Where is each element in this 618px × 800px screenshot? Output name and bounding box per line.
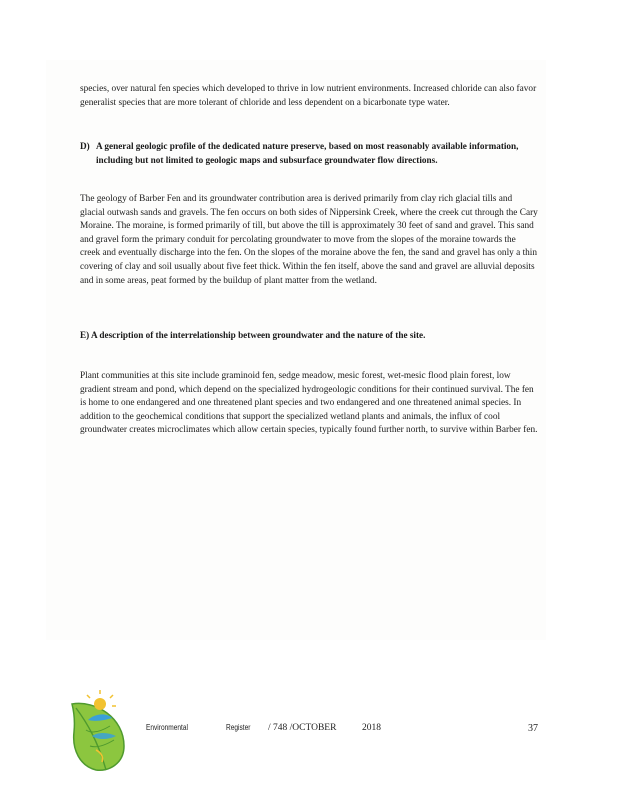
section-d-label: D) [80,141,90,151]
page-number: 37 [528,723,538,734]
section-d-heading [80,140,540,168]
paragraph-geology: The geology of Barber Fen and its groundwater contribution area is derived primarily from clay rich glacial tills and glacial outwash sands and gravels. The fen occurs on both sides of Nippersink Creek, where the creek cut through the Cary Moraine. The moraine, is formed primarily of till, but above the till is approximately 30 feet of sand and gravel. This sand and gravel form the primary conduit for percolating groundwater to move from the slopes of the moraine towards the creek and eventually discharge into the fen. On the slopes of the moraine above the fen, the sand and gravel has only a thin covering of clay and soil usually about five feet thick. Within the fen itself, above the sand and gravel are alluvial deposits and in some areas, peat formed by the buildup of plant matter from the wetland. [80,194,538,286]
paragraph-chloride: species, over natural fen species which developed to thrive in low nutrient environments. Increased chloride can also favor generalist species that are more tolerant of chloride and less dependent on a bicarbonate type water. [80,84,537,108]
section-d-title: A general geologic profile of the dedicated nature preserve, based on most reasonably available information, including but not limited to geologic maps and subsurface groundwater flow directions. [96,141,519,165]
footer-year: 2018 [362,723,381,733]
paragraph-groundwater: Plant communities at this site include graminoid fen, sedge meadow, mesic forest, wet-mesic flood plain forest, low gradient stream and pond, which depend on the specialized hydrogeologic conditions for their continued survival. The fen is home to one endangered and one threatened plant species and two endangered and one threatened animal species. In addition to the geochemical conditions that support the specialized wetland plants and animals, the influx of cool groundwater creates microclimates which allow certain species, typically found further north, to survive within Barber fen. [80,371,538,436]
environmental-register-leaf-icon [66,690,130,774]
section-e-title: A description of the interrelationship between groundwater and the nature of the site. [90,330,426,340]
footer-issue: / 748 /OCTOBER [268,723,337,733]
footer-publication-word-1: Environmental [146,723,188,732]
section-e-heading [80,329,540,343]
footer-publication-word-2: Register [226,723,251,732]
section-e-label: E) [80,330,90,340]
page-footer [0,690,618,780]
